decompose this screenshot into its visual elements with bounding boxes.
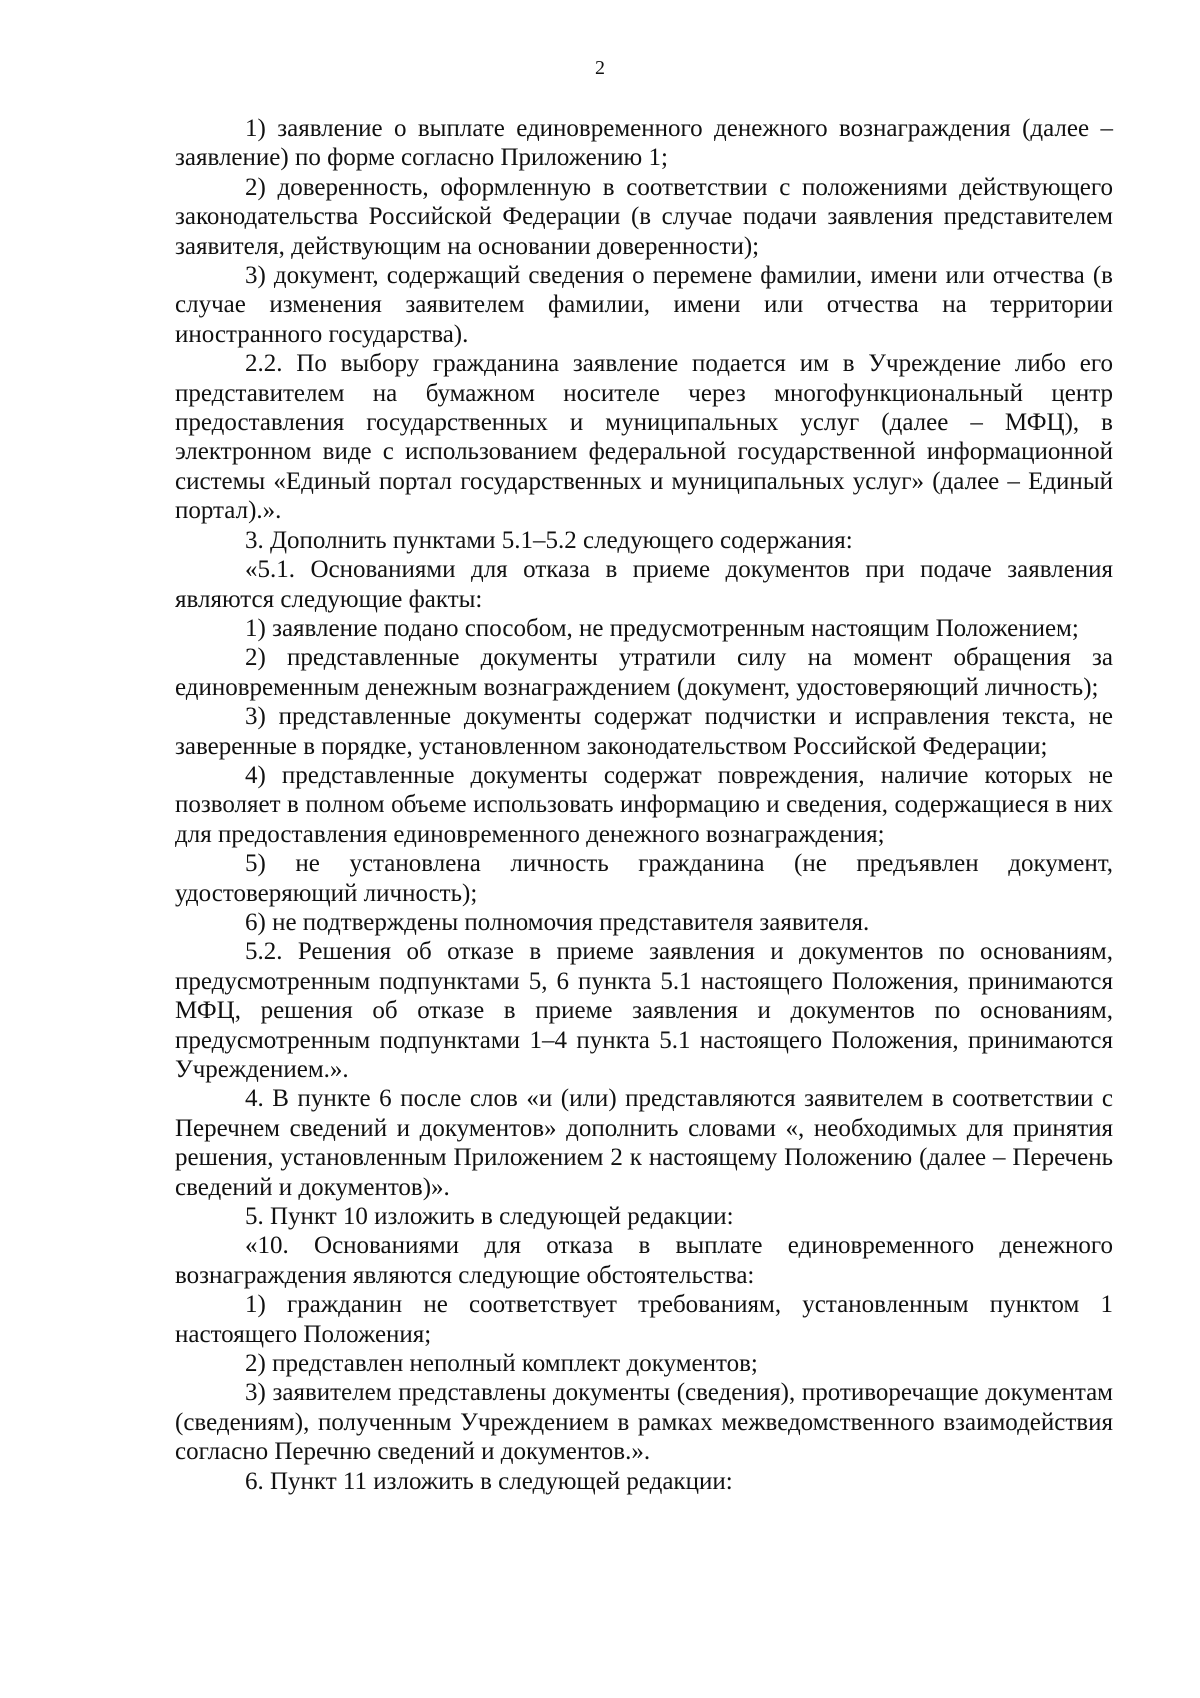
paragraph: 6. Пункт 11 изложить в следующей редакции: [245, 1467, 733, 1495]
paragraph: 4) представленные документы содержат повреждения, наличие которых не позволяет в полном объеме использовать информацию и сведения, содержащиеся в них для предоставления единовременного денежного вознаграждения; [175, 761, 1113, 848]
paragraph: 3) документ, содержащий сведения о перемене фамилии, имени или отчества (в случае изменения заявителем фамилии, имени или отчества на территории иностранного государства). [175, 262, 1113, 348]
paragraph: 2) представленные документы утратили силу на момент обращения за единовременным денежным вознаграждением (документ, удостоверяющий личность); [175, 644, 1113, 701]
paragraph: 3. Дополнить пунктами 5.1–5.2 следующего содержания: [245, 526, 853, 554]
page-number: 2 [595, 57, 605, 79]
paragraph: 2) представлен неполный комплект документов; [245, 1350, 758, 1378]
paragraph: 4. В пункте 6 после слов «и (или) представляются заявителем в соответствии с Перечнем сведений и документов» дополнить словами «, необходимых для принятия решения, установленным Приложением 2 к настоящему Положению (далее – Перечень сведений и документов)». [175, 1085, 1113, 1201]
paragraph: 1) заявление о выплате единовременного денежного вознаграждения (далее – заявление) по форме согласно Приложению 1; [175, 115, 1113, 172]
paragraph: «5.1. Основаниями для отказа в приеме документов при подаче заявления являются следующие факты: [175, 556, 1113, 613]
paragraph: 1) заявление подано способом, не предусмотренным настоящим Положением; [245, 614, 1079, 642]
paragraph: 3) представленные документы содержат подчистки и исправления текста, не заверенные в порядке, установленном законодательством Российской Федерации; [175, 703, 1113, 760]
paragraph: 5.2. Решения об отказе в приеме заявления и документов по основаниям, предусмотренным подпунктами 5, 6 пункта 5.1 настоящего Положения, принимаются МФЦ, решения об отказе в приеме заявления и документов по основаниям, предусмотренным подпунктами 1–4 пункта 5.1 настоящего Положения, принимаются Учреждением.». [175, 938, 1113, 1083]
paragraph: 5. Пункт 10 изложить в следующей редакции: [245, 1203, 734, 1231]
document-body [175, 114, 1113, 1496]
paragraph: 2) доверенность, оформленную в соответствии с положениями действующего законодательства Российской Федерации (в случае подачи заявления представителем заявителя, действующим на основании доверенности); [175, 173, 1113, 260]
paragraph: 1) гражданин не соответствует требованиям, установленным пунктом 1 настоящего Положения; [175, 1291, 1113, 1348]
paragraph: 2.2. По выбору гражданина заявление подается им в Учреждение либо его представителем на бумажном носителе через многофункциональный центр предоставления государственных и муниципальных услуг (далее – МФЦ), в электронном виде с использованием федеральной государственной информационной системы «Единый портал государственных и муниципальных услуг» (далее – Единый портал).». [175, 350, 1113, 525]
paragraph: 5) не установлена личность гражданина (не предъявлен документ, удостоверяющий личность); [175, 850, 1113, 907]
paragraph: «10. Основаниями для отказа в выплате единовременного денежного вознаграждения являются следующие обстоятельства: [175, 1232, 1113, 1289]
paragraph: 6) не подтверждены полномочия представителя заявителя. [245, 908, 870, 936]
paragraph: 3) заявителем представлены документы (сведения), противоречащие документам (сведениям), полученным Учреждением в рамках межведомственного взаимодействия согласно Перечню сведений и документов.». [175, 1379, 1113, 1466]
